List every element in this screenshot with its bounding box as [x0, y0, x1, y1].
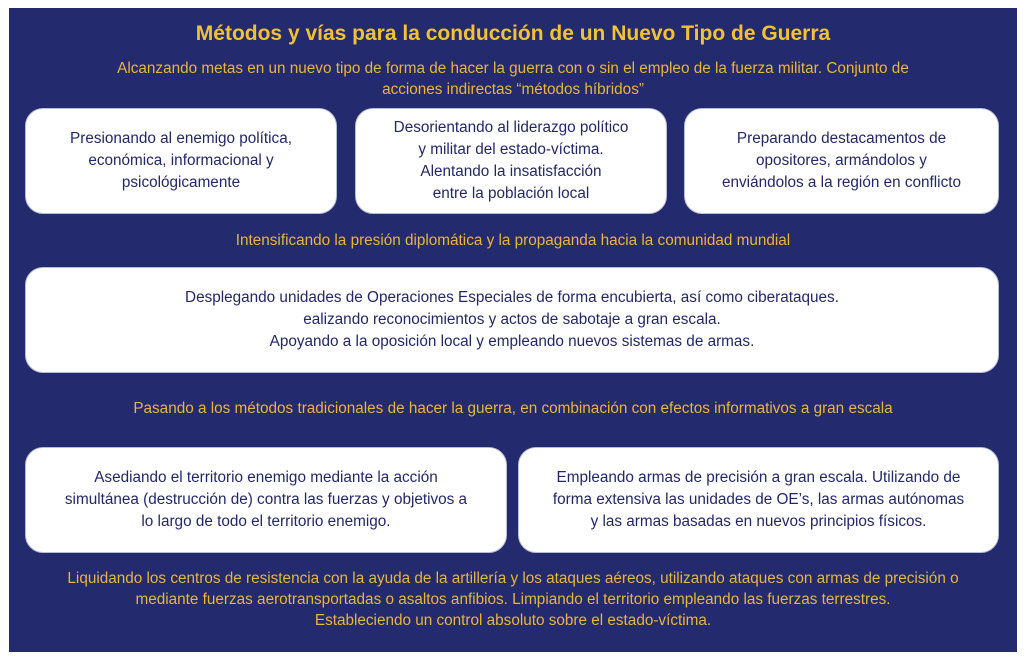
stage-traditional-methods: Pasando a los métodos tradicionales de hacer la guerra, en combinación con efectos informativos a gran escala [133, 400, 893, 417]
box-line: lo largo de todo el territorio enemigo. [141, 513, 391, 530]
box-special-operations [25, 267, 999, 373]
box-line: y militar del estado-víctima. [418, 141, 604, 158]
box-line: entre la población local [432, 185, 590, 202]
box-disorienting-leadership [355, 108, 667, 214]
diagram-title: Métodos y vías para la conducción de un Nuevo Tipo de Guerra [195, 22, 831, 45]
box-line: y las armas basadas en nuevos principios físicos. [590, 513, 927, 530]
final-line-1: Liquidando los centros de resistencia con la ayuda de la artillería y los ataques aéreos, utilizando ataques con armas de precisión o [67, 570, 959, 587]
box-line: Apoyando a la oposición local y empleando nuevos sistemas de armas. [269, 333, 755, 350]
subtitle-line-2: acciones indirectas “métodos híbridos” [382, 81, 644, 98]
box-line: Empleando armas de precisión a gran escala. Utilizando de [556, 469, 961, 486]
subtitle [49, 58, 977, 100]
box-line: Desplegando unidades de Operaciones Especiales de forma encubierta, así como ciberataques. [185, 289, 839, 306]
box-line: ealizando reconocimientos y actos de sabotaje a gran escala. [303, 311, 721, 328]
subtitle-line-1: Alcanzando metas en un nuevo tipo de forma de hacer la guerra con o sin el empleo de la fuerza militar. Conjunto de [117, 60, 909, 77]
box-line: Desorientando al liderazgo político [393, 119, 629, 136]
box-line: simultánea (destrucción de) contra las fuerzas y objetivos a [64, 491, 468, 508]
box-line: Presionando al enemigo política, [70, 130, 292, 147]
box-line: opositores, armándolos y [756, 152, 927, 169]
box-political-pressure [25, 108, 337, 214]
stage-diplomatic-pressure: Intensificando la presión diplomática y la propaganda hacia la comunidad mundial [235, 232, 791, 249]
box-precision-weapons [518, 447, 999, 553]
box-besieging-territory [25, 447, 507, 553]
box-line: económica, informacional y [88, 152, 274, 169]
box-line: Asediando el territorio enemigo mediante la acción [94, 469, 438, 486]
diagram-panel [9, 8, 1017, 652]
box-line: psicológicamente [121, 174, 241, 191]
box-line: forma extensiva las unidades de OE’s, las armas autónomas [552, 491, 965, 508]
final-line-2: mediante fuerzas aerotransportadas o asaltos anfibios. Limpiando el territorio empleando las fuerzas terrestres. [135, 591, 891, 608]
box-line: Preparando destacamentos de [736, 130, 947, 147]
box-preparing-detachments [684, 108, 999, 214]
box-line: enviándolos a la región en conflicto [722, 174, 961, 191]
final-line-3: Estableciendo un control absoluto sobre el estado-víctima. [314, 612, 712, 629]
box-line: Alentando la insatisfacción [420, 163, 602, 180]
final-stage-text [17, 568, 1009, 631]
